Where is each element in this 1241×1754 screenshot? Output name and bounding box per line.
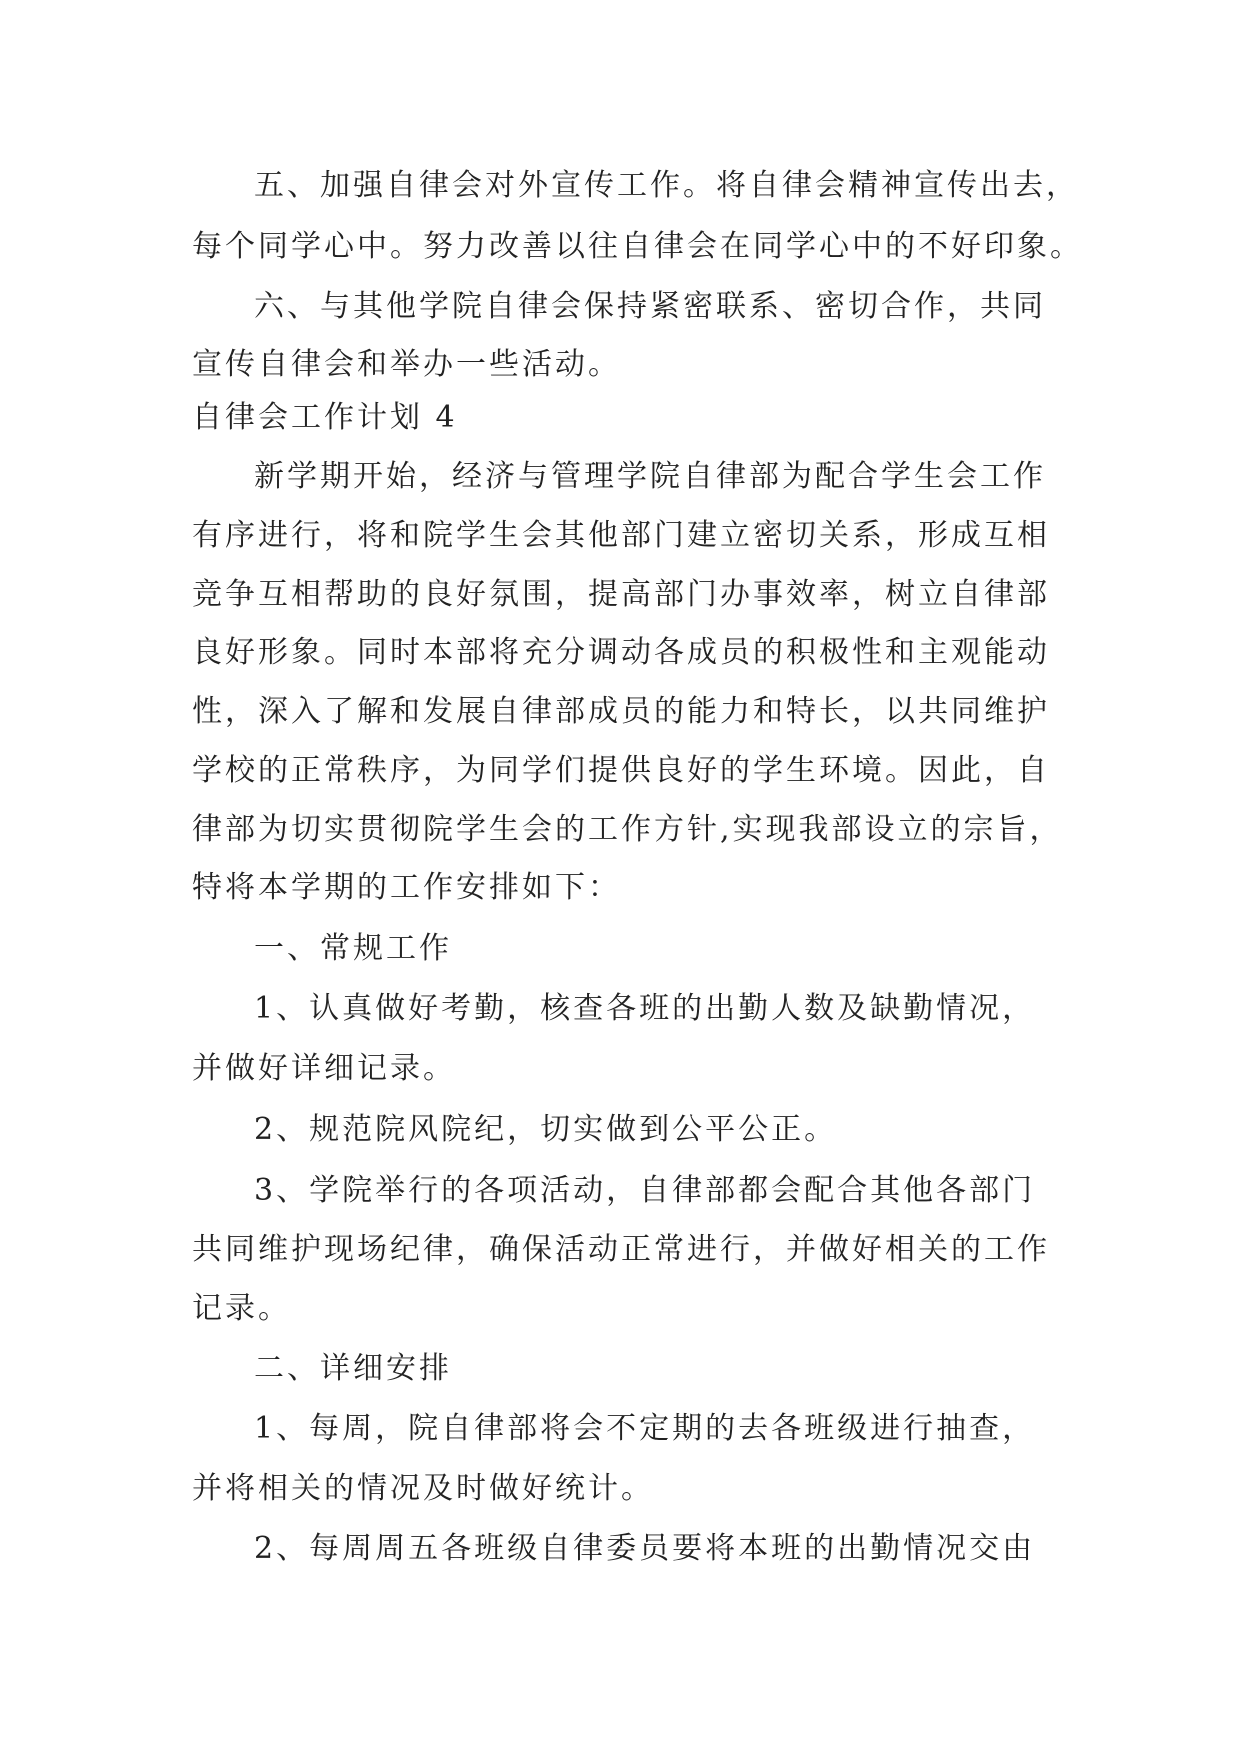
paragraph-line: 每个同学心中。努力改善以往自律会在同学心中的不好印象。 bbox=[192, 229, 1083, 264]
paragraph-line: 共同维护现场纪律，确保活动正常进行，并做好相关的工作 bbox=[192, 1232, 1050, 1267]
paragraph-line: 并将相关的情况及时做好统计。 bbox=[192, 1471, 654, 1506]
paragraph-line: 六、与其他学院自律会保持紧密联系、密切合作，共同 bbox=[254, 289, 1046, 324]
paragraph-line: 宣传自律会和举办一些活动。 bbox=[192, 347, 621, 382]
paragraph-line: 特将本学期的工作安排如下： bbox=[192, 870, 621, 905]
paragraph-line: 有序进行，将和院学生会其他部门建立密切关系，形成互相 bbox=[192, 518, 1050, 553]
paragraph-line: 学校的正常秩序，为同学们提供良好的学生环境。因此，自 bbox=[192, 753, 1050, 788]
paragraph-line: 记录。 bbox=[192, 1291, 291, 1326]
paragraph-line: 2、每周周五各班级自律委员要将本班的出勤情况交由 bbox=[254, 1531, 1036, 1566]
paragraph-line: 1、认真做好考勤，核查各班的出勤人数及缺勤情况， bbox=[254, 991, 1036, 1026]
section-heading: 自律会工作计划 4 bbox=[192, 400, 458, 435]
paragraph-line: 3、学院举行的各项活动，自律部都会配合其他各部门 bbox=[254, 1173, 1036, 1208]
paragraph-line: 竞争互相帮助的良好氛围，提高部门办事效率，树立自律部 bbox=[192, 577, 1050, 612]
paragraph-line: 性，深入了解和发展自律部成员的能力和特长，以共同维护 bbox=[192, 694, 1050, 729]
paragraph-line: 2、规范院风院纪，切实做到公平公正。 bbox=[254, 1112, 838, 1147]
subheading: 一、常规工作 bbox=[254, 931, 452, 966]
paragraph-line: 1、每周，院自律部将会不定期的去各班级进行抽查， bbox=[254, 1411, 1036, 1446]
paragraph-line: 律部为切实贯彻院学生会的工作方针,实现我部设立的宗旨， bbox=[192, 812, 1063, 847]
paragraph-line: 并做好详细记录。 bbox=[192, 1051, 456, 1086]
paragraph-line: 良好形象。同时本部将充分调动各成员的积极性和主观能动 bbox=[192, 635, 1050, 670]
paragraph-line: 五、加强自律会对外宣传工作。将自律会精神宣传出去， bbox=[254, 168, 1079, 203]
subheading: 二、详细安排 bbox=[254, 1351, 452, 1386]
paragraph-line: 新学期开始，经济与管理学院自律部为配合学生会工作 bbox=[254, 459, 1046, 494]
